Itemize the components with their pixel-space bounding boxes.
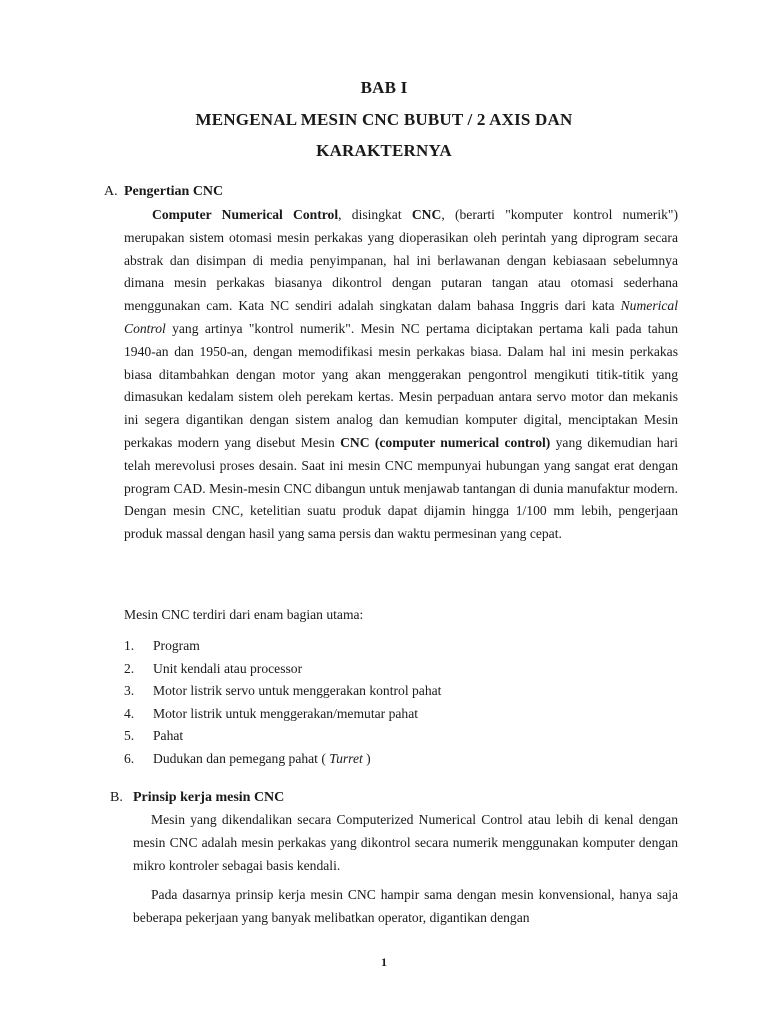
page-number: 1 (381, 955, 387, 969)
list-item-text: Unit kendali atau processor (153, 661, 303, 676)
section-a-paragraph: Computer Numerical Control, disingkat CNC, (berarti "komputer kontrol numerik") merupakan sistem otomasi mesin perkakas yang dioperasikan oleh perintah yang diprogram secara abstrak dan disimpan di media penyimpanan, hal ini berlawanan dengan kebiasaan sebelumnya dimana mesin perkakas biasanya dikontrol dengan putaran tangan atau otomasi sederhana menggunakan cam. Kata NC sendiri adalah singkatan dalam bahasa Inggris dari kata Numerical Control yang artinya "kontrol numerik". Mesin NC pertama diciptakan pertama kali pada tahun 1940-an dan 1950-an, dengan memodifikasi mesin perkakas biasa. Dalam hal ini mesin perkakas biasa ditambahkan dengan motor yang akan menggerakan pengontrol mengikuti titik-titik yang dimasukan kedalam sistem oleh perekam kertas. Mesin perpaduan antara servo motor dan mekanis ini segera digantikan dengan sistem analog dan kemudian komputer digital, menciptakan Mesin perkakas modern yang disebut Mesin CNC (computer numerical control) yang dikemudian hari telah merevolusi proses desain. Saat ini mesin CNC mempunyai hubungan yang sangat erat dengan program CAD. Mesin-mesin CNC dibangun untuk menjawab tantangan di dunia manufaktur modern. Dengan mesin CNC, ketelitian suatu produk dapat dijamin hingga 1/100 mm lebih, pengerjaan produk massal dengan hasil yang sama persis dan waktu permesinan yang cepat. (124, 207, 679, 542)
list-intro: Mesin CNC terdiri dari enam bagian utama: (124, 607, 364, 622)
chapter-title-line-2: KARAKTERNYA (316, 141, 452, 160)
list-item-number: 4. (124, 706, 135, 721)
section-b-title: Prinsip kerja mesin CNC (133, 790, 285, 805)
chapter-label: BAB I (360, 78, 408, 97)
list-item-text: Program (153, 638, 200, 653)
section-b-paragraph-2: Pada dasarnya prinsip kerja mesin CNC hampir sama dengan mesin konvensional, hanya saja beberapa pekerjaan yang banyak melibatkan operator, digantikan dengan (133, 887, 678, 925)
list-item-text: Dudukan dan pemegang pahat ( Turret ) (153, 751, 371, 766)
section-a-letter: A. (104, 184, 118, 199)
section-a-title: Pengertian CNC (124, 184, 224, 199)
section-b-letter: B. (110, 790, 123, 805)
list-item-number: 3. (124, 683, 135, 698)
list-item-number: 5. (124, 728, 135, 743)
list-item-number: 1. (124, 638, 135, 653)
list-item-text: Motor listrik servo untuk menggerakan kontrol pahat (153, 683, 442, 698)
list-item-text: Motor listrik untuk menggerakan/memutar pahat (153, 706, 419, 721)
list-item-number: 6. (124, 751, 135, 766)
chapter-title-line-1: MENGENAL MESIN CNC BUBUT / 2 AXIS DAN (195, 110, 573, 129)
list-item-number: 2. (124, 661, 135, 676)
list-item-text: Pahat (153, 728, 184, 743)
section-b-paragraph-1: Mesin yang dikendalikan secara Computerized Numerical Control atau lebih di kenal dengan mesin CNC adalah mesin perkakas yang dikontrol secara numerik menggunakan komputer dengan mikro kontroler sebagai basis kendali. (133, 812, 678, 873)
